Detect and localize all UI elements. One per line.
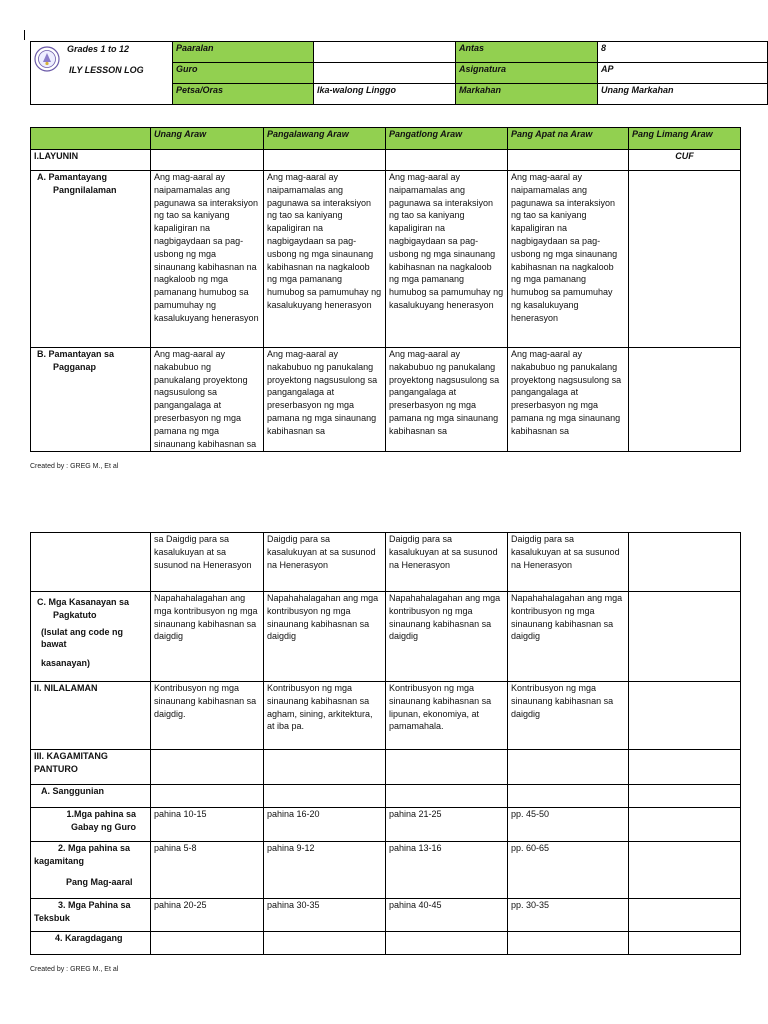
continuation-day-4: Daigdig para sa kasalukuyan at sa susunod na Henerasyon: [508, 533, 629, 592]
kasanayan-label: C. Mga Kasanayan sa Pagkatuto (Isulat ang code ng bawat kasanayan): [31, 592, 151, 682]
pagganap-day-1: Ang mag-aaral ay nakabubuo ng panukalang proyektong nagsusulong sa pangangalaga at preserbasyon ng mga pamana ng mga sinaunang kabihasnan sa: [151, 348, 264, 452]
gabay-guro-label: 1.Mga pahina sa Gabay ng Guro: [31, 808, 151, 842]
pangnilalaman-day-4: Ang mag-aaral ay naipamamalas ang pagunawa sa interaksiyon ng tao sa kaniyang kapaligiran na nagbigaydaan sa pag-usbong ng mga sinaunang kabihasnan na nagkaloob ng mga pamanang humubog sa pamumuhay ng kasalukuyang henerasyon: [508, 171, 629, 348]
asignatura-value: AP: [598, 63, 768, 84]
footer-credit-2: Created by : GREG M., Et al: [30, 966, 119, 973]
guro-label: Guro: [173, 63, 314, 84]
lesson-table-page-1: [30, 127, 741, 452]
kagamitan-day-1: pahina 5-8: [151, 842, 264, 899]
teksbuk-day-2: pahina 30-35: [264, 899, 386, 932]
petsa-label: Petsa/Oras: [173, 84, 314, 105]
gabay-day-2: pahina 16-20: [264, 808, 386, 842]
header-table: [30, 41, 768, 105]
kagamitang-panturo-label: III. KAGAMITANG PANTURO: [31, 750, 151, 785]
guro-value: [314, 63, 456, 84]
pagganap-day-2: Ang mag-aaral ay nakabubuo ng panukalang proyektong nagsusulong sa pangangalaga at preserbasyon ng mga pamana ng mga sinaunang kabihasnan sa: [264, 348, 386, 452]
kagamitan-mag-aaral-label: 2. Mga pahina sa kagamitang Pang Mag-aaral: [31, 842, 151, 899]
logo-title-cell: [31, 42, 173, 105]
deped-seal-icon: [34, 46, 60, 72]
markahan-label: Markahan: [456, 84, 598, 105]
kasanayan-day-1: Napahahalagahan ang mga kontribusyon ng mga sinaunang kabihasnan sa daigdig: [151, 592, 264, 682]
antas-value: 8: [598, 42, 768, 63]
column-day-5: Pang Limang Araw: [629, 128, 741, 150]
paaralan-label: Paaralan: [173, 42, 314, 63]
lesson-table-page-2: [30, 532, 741, 955]
column-day-1: Unang Araw: [151, 128, 264, 150]
pangnilalaman-day-2: Ang mag-aaral ay naipamamalas ang pagunawa sa interaksiyon ng tao sa kaniyang kapaligiran na nagbigaydaan sa pag-usbong ng mga sinaunang kabihasnan na nagkaloob ng mga pamanang humubog sa pamumuhay ng kasalukuyang henerasyon: [264, 171, 386, 348]
continuation-day-1: sa Daigdig para sa kasalukuyan at sa susunod na Henerasyon: [151, 533, 264, 592]
gabay-day-1: pahina 10-15: [151, 808, 264, 842]
pagganap-day-4: Ang mag-aaral ay nakabubuo ng panukalang proyektong nagsusulong sa pangangalaga at preserbasyon ng mga pamana ng mga sinaunang kabihasnan sa: [508, 348, 629, 452]
pamantayang-pangnilalaman-label: A. Pamantayang Pangnilalaman: [31, 171, 151, 348]
kagamitan-day-2: pahina 9-12: [264, 842, 386, 899]
teksbuk-day-4: pp. 30-35: [508, 899, 629, 932]
column-day-3: Pangatlong Araw: [386, 128, 508, 150]
column-day-4: Pang Apat na Araw: [508, 128, 629, 150]
antas-label: Antas: [456, 42, 598, 63]
kasanayan-day-4: Napahahalagahan ang mga kontribusyon ng mga sinaunang kabihasnan sa daigdig: [508, 592, 629, 682]
nilalaman-day-1: Kontribusyon ng mga sinaunang kabihasnan sa daigdig.: [151, 682, 264, 750]
footer-credit-1: Created by : GREG M., Et al: [30, 463, 119, 470]
lesson-log-title: ILY LESSON LOG: [69, 65, 144, 75]
kasanayan-day-2: Napahahalagahan ang mga kontribusyon ng mga sinaunang kabihasnan sa daigdig: [264, 592, 386, 682]
karagdagang-label: 4. Karagdagang: [31, 932, 151, 955]
text-cursor: [24, 30, 25, 40]
paaralan-value: [314, 42, 456, 63]
nilalaman-day-4: Kontribusyon ng mga sinaunang kabihasnan sa daigdig: [508, 682, 629, 750]
gabay-day-3: pahina 21-25: [386, 808, 508, 842]
pangnilalaman-day-1: Ang mag-aaral ay naipamamalas ang pagunawa sa interaksiyon ng tao sa kaniyang kapaligiran na nagbigaydaan sa pag-usbong ng mga sinaunang kabihasnan na nagkaloob ng mga pamanang humubog sa pamumuhay ng kasalukuyang henerasyon: [151, 171, 264, 348]
pamantayan-pagganap-label: B. Pamantayan sa Pagganap: [31, 348, 151, 452]
nilalaman-label: II. NILALAMAN: [31, 682, 151, 750]
grade-level-label: Grades 1 to 12: [67, 44, 130, 54]
continuation-day-3: Daigdig para sa kasalukuyan at sa susunod na Henerasyon: [386, 533, 508, 592]
teksbuk-day-1: pahina 20-25: [151, 899, 264, 932]
kagamitan-day-4: pp. 60-65: [508, 842, 629, 899]
layunin-label: I.LAYUNIN: [31, 150, 151, 171]
continuation-day-2: Daigdig para sa kasalukuyan at sa susunod na Henerasyon: [264, 533, 386, 592]
kagamitan-day-3: pahina 13-16: [386, 842, 508, 899]
teksbuk-day-3: pahina 40-45: [386, 899, 508, 932]
kasanayan-day-3: Napahahalagahan ang mga kontribusyon ng mga sinaunang kabihasnan sa daigdig: [386, 592, 508, 682]
asignatura-label: Asignatura: [456, 63, 598, 84]
column-day-2: Pangalawang Araw: [264, 128, 386, 150]
sanggunian-label: A. Sanggunian: [31, 785, 151, 808]
header-blank-cell: [31, 128, 151, 150]
gabay-day-4: pp. 45-50: [508, 808, 629, 842]
petsa-value: Ika-walong Linggo: [314, 84, 456, 105]
teksbuk-label: 3. Mga Pahina sa Teksbuk: [31, 899, 151, 932]
pangnilalaman-day-3: Ang mag-aaral ay naipamamalas ang pagunawa sa interaksiyon ng tao sa kaniyang kapaligiran na nagbigaydaan sa pag-usbong ng mga sinaunang kabihasnan na nagkaloob ng mga pamanang humubog sa pamumuhay ng kasalukuyang henerasyon: [386, 171, 508, 348]
markahan-value: Unang Markahan: [598, 84, 768, 105]
nilalaman-day-2: Kontribusyon ng mga sinaunang kabihasnan sa agham, sining, arkitektura, at iba pa.: [264, 682, 386, 750]
cuf-label: CUF: [629, 150, 741, 171]
pagganap-day-3: Ang mag-aaral ay nakabubuo ng panukalang proyektong nagsusulong sa pangangalaga at preserbasyon ng mga pamana ng mga sinaunang kabihasnan sa: [386, 348, 508, 452]
nilalaman-day-3: Kontribusyon ng mga sinaunang kabihasnan sa lipunan, ekonomiya, at pamamahala.: [386, 682, 508, 750]
